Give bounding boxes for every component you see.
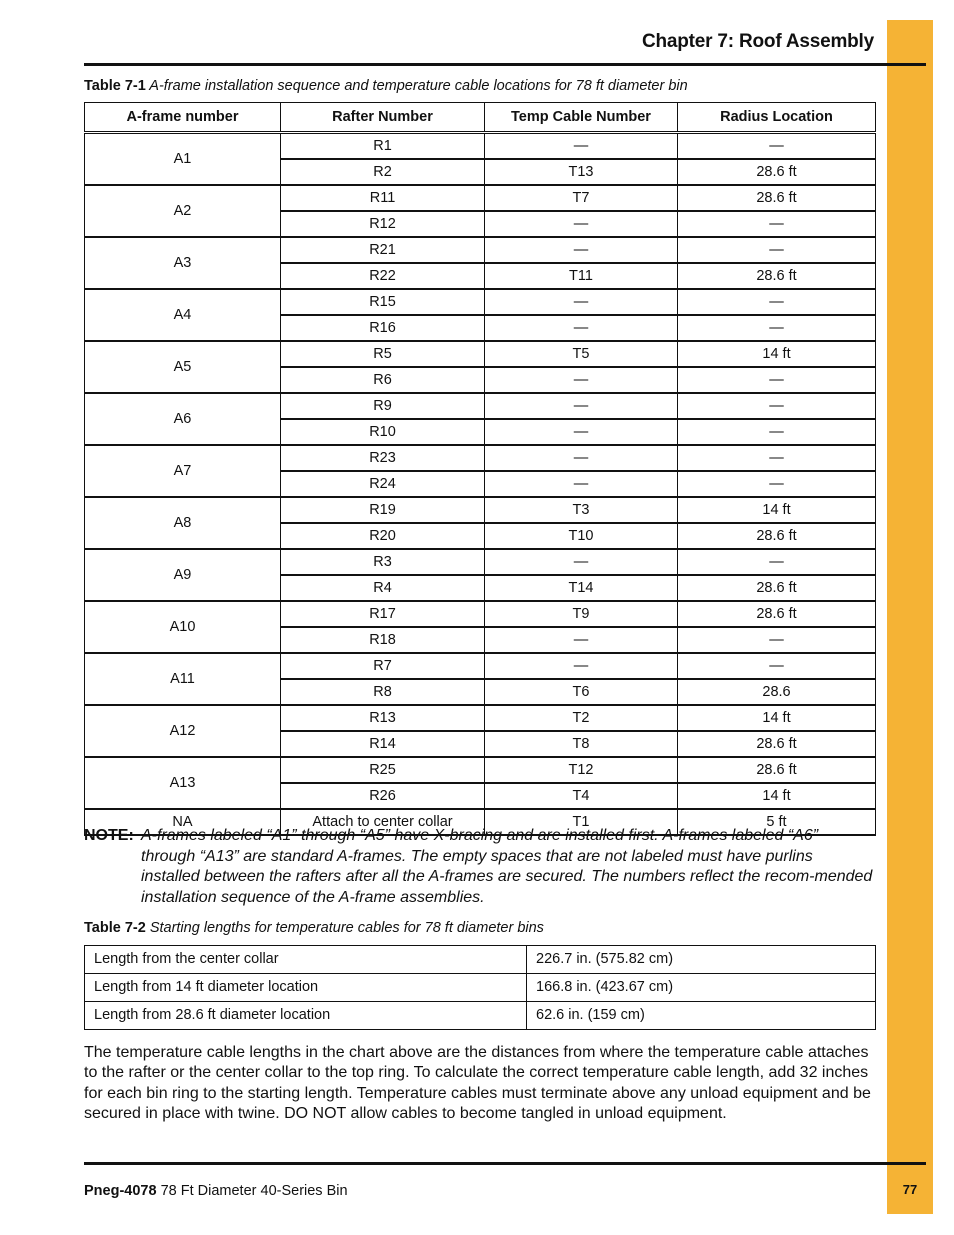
table-cell: — (678, 549, 876, 575)
table-cell: 226.7 in. (575.82 cm) (527, 946, 876, 974)
table-row (85, 974, 876, 1002)
table-cell: R20 (281, 523, 485, 549)
table-cell: — (678, 393, 876, 419)
table-cell: R7 (281, 653, 485, 679)
table-cell: R22 (281, 263, 485, 289)
table-cell: — (678, 211, 876, 237)
table-cell: — (678, 315, 876, 341)
table-cell: — (485, 393, 678, 419)
table-cell: R17 (281, 601, 485, 627)
table-cell: — (485, 445, 678, 471)
table-cell: R4 (281, 575, 485, 601)
table-cell: — (485, 133, 678, 160)
table-cell: 28.6 ft (678, 523, 876, 549)
table-cell: T12 (485, 757, 678, 783)
table-cell: T6 (485, 679, 678, 705)
table-cell: — (678, 627, 876, 653)
table-cell: — (678, 133, 876, 160)
aframe-number-cell: A3 (85, 237, 281, 289)
table1-header-row (85, 103, 876, 133)
table-cell: T3 (485, 497, 678, 523)
aframe-number-cell: A4 (85, 289, 281, 341)
table-cell: R1 (281, 133, 485, 160)
table1-header-cell: Temp Cable Number (485, 103, 678, 133)
table-cell: — (678, 237, 876, 263)
table-cell: T10 (485, 523, 678, 549)
header-rule (84, 63, 926, 66)
table1-header-cell: Radius Location (678, 103, 876, 133)
aframe-number-cell: A8 (85, 497, 281, 549)
table-cell: 14 ft (678, 497, 876, 523)
table-cell: R11 (281, 185, 485, 211)
aframe-number-cell: A13 (85, 757, 281, 809)
table-row (85, 341, 876, 367)
table-cell: R16 (281, 315, 485, 341)
aframe-number-cell: A7 (85, 445, 281, 497)
table-cell: R3 (281, 549, 485, 575)
table-cell: — (678, 367, 876, 393)
table-cell: — (678, 445, 876, 471)
table-cell: Attach to center collar (281, 809, 485, 835)
table-cell: — (485, 653, 678, 679)
table-row (85, 133, 876, 160)
table-cell: — (485, 211, 678, 237)
note-text: A-frames labeled “A1” through “A5” have X-bracing and are installed first. A-frames labeled “A6” through “A13” are standard A-frames. The empty spaces that are not labeled must have purlins installed between the rafters after all the A-frames are secured. The numbers reflect the recom-mended installation sequence of the A-frame assemblies. (141, 827, 873, 906)
table-cell: T4 (485, 783, 678, 809)
table1-header-cell: A-frame number (85, 103, 281, 133)
table-cell: R25 (281, 757, 485, 783)
table-cell: T14 (485, 575, 678, 601)
table-row (85, 237, 876, 263)
aframe-number-cell: A10 (85, 601, 281, 653)
table1-body (85, 133, 876, 836)
footer-doc-id: Pneg-4078 (84, 1183, 157, 1199)
table-cell: — (485, 237, 678, 263)
table1-header-cell: Rafter Number (281, 103, 485, 133)
table-row (85, 549, 876, 575)
table-cell: R12 (281, 211, 485, 237)
chapter-title: Chapter 7: Roof Assembly (641, 31, 874, 52)
table-cell: R15 (281, 289, 485, 315)
table-cell: T8 (485, 731, 678, 757)
table-cell: — (678, 653, 876, 679)
table-cell: T5 (485, 341, 678, 367)
table-cell: R21 (281, 237, 485, 263)
table-cell: — (485, 419, 678, 445)
table2-label: Table 7-2 (84, 920, 146, 936)
table-cell: 14 ft (678, 783, 876, 809)
aframe-number-cell: A9 (85, 549, 281, 601)
aframe-number-cell: A1 (85, 133, 281, 186)
table-cell: 28.6 ft (678, 263, 876, 289)
aframe-sequence-table (84, 102, 876, 836)
table-cell: Length from 28.6 ft diameter location (85, 1002, 527, 1030)
table-cell: 28.6 ft (678, 185, 876, 211)
table-row (85, 393, 876, 419)
aframe-number-cell: NA (85, 809, 281, 835)
table-row (85, 185, 876, 211)
table-row (85, 497, 876, 523)
table-cell: R9 (281, 393, 485, 419)
table-row (85, 289, 876, 315)
table-cell: R2 (281, 159, 485, 185)
table-cell: — (485, 471, 678, 497)
table-row (85, 653, 876, 679)
page-number: 77 (902, 1182, 918, 1197)
installation-note (84, 826, 874, 908)
table1-label: Table 7-1 (84, 78, 146, 94)
table-cell: 166.8 in. (423.67 cm) (527, 974, 876, 1002)
table2-caption (84, 920, 544, 936)
table-cell: 14 ft (678, 341, 876, 367)
table-row (85, 946, 876, 974)
table-cell: T9 (485, 601, 678, 627)
table-cell: 5 ft (678, 809, 876, 835)
table-cell: 14 ft (678, 705, 876, 731)
table-row (85, 705, 876, 731)
table-cell: R23 (281, 445, 485, 471)
table-cell: 28.6 ft (678, 575, 876, 601)
table-cell: R13 (281, 705, 485, 731)
table-cell: — (485, 627, 678, 653)
table-cell: 28.6 ft (678, 731, 876, 757)
table-cell: — (678, 471, 876, 497)
table-cell: R14 (281, 731, 485, 757)
table-cell: R24 (281, 471, 485, 497)
table-cell: T11 (485, 263, 678, 289)
table1-caption (84, 78, 688, 94)
table-cell: R10 (281, 419, 485, 445)
footer-doc-title: 78 Ft Diameter 40-Series Bin (160, 1183, 348, 1199)
aframe-number-cell: A5 (85, 341, 281, 393)
table-cell: R26 (281, 783, 485, 809)
table-cell: R8 (281, 679, 485, 705)
table2-caption-text: Starting lengths for temperature cables for 78 ft diameter bins (149, 920, 544, 936)
table-cell: 28.6 ft (678, 601, 876, 627)
table-cell: — (485, 315, 678, 341)
aframe-number-cell: A11 (85, 653, 281, 705)
table-cell: Length from the center collar (85, 946, 527, 974)
table-row (85, 757, 876, 783)
table-cell: 28.6 ft (678, 159, 876, 185)
table-cell: — (485, 289, 678, 315)
table-cell: T1 (485, 809, 678, 835)
cable-length-table (84, 945, 876, 1030)
note-label: NOTE: (84, 827, 134, 844)
table-row (85, 445, 876, 471)
table-cell: Length from 14 ft diameter location (85, 974, 527, 1002)
aframe-number-cell: A6 (85, 393, 281, 445)
table-cell: T7 (485, 185, 678, 211)
table-cell: R18 (281, 627, 485, 653)
aframe-number-cell: A12 (85, 705, 281, 757)
table-row (85, 1002, 876, 1030)
footer-rule (84, 1162, 926, 1165)
table-cell: T2 (485, 705, 678, 731)
table-cell: — (485, 367, 678, 393)
table1-caption-text: A-frame installation sequence and temperature cable locations for 78 ft diameter bin (149, 78, 688, 94)
table-cell: 28.6 ft (678, 757, 876, 783)
chapter-color-tab (887, 20, 933, 1214)
table-cell: R19 (281, 497, 485, 523)
aframe-number-cell: A2 (85, 185, 281, 237)
table-cell: — (485, 549, 678, 575)
table-cell: — (678, 419, 876, 445)
footer (84, 1183, 348, 1199)
table-cell: 62.6 in. (159 cm) (527, 1002, 876, 1030)
table-cell: R6 (281, 367, 485, 393)
table-row (85, 601, 876, 627)
table-cell: 28.6 (678, 679, 876, 705)
table-cell: T13 (485, 159, 678, 185)
table-cell: — (678, 289, 876, 315)
body-paragraph: The temperature cable lengths in the chart above are the distances from where the temperature cable attaches to the rafter or the center collar to the top ring. To calculate the correct temperature cable length, add 32 inches for each bin ring to the starting length. Temperature cables must terminate above any unload equipment and be secured in place with twine. DO NOT allow cables to become tangled in unload equipment. (84, 1044, 871, 1123)
table-cell: R5 (281, 341, 485, 367)
